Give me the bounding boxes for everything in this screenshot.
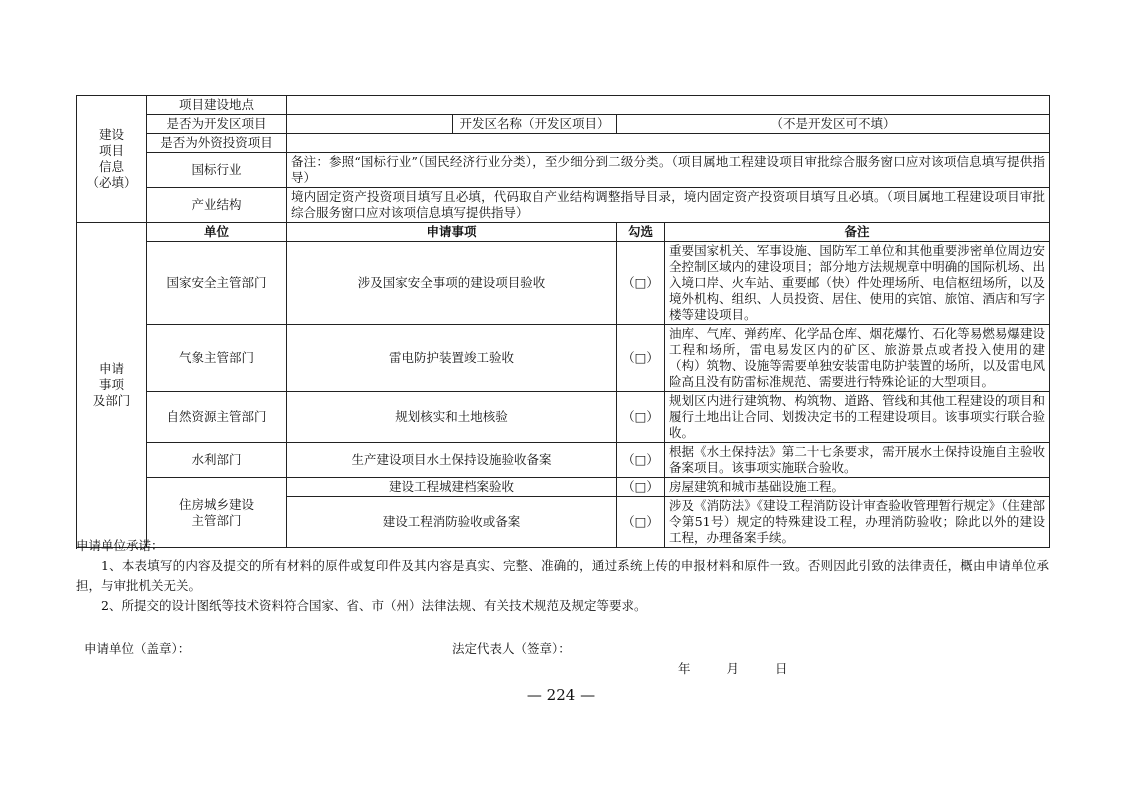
table-row — [77, 392, 1050, 443]
unit-cell: 自然资源主管部门 — [147, 392, 287, 443]
unit-cell: 国家安全主管部门 — [147, 242, 287, 325]
unit-cell: 水利部门 — [147, 443, 287, 478]
structure-label: 产业结构 — [147, 188, 287, 223]
application-form — [76, 95, 1049, 548]
page-number: — 224 — — [526, 686, 596, 704]
foreign-label: 是否为外资投资项目 — [147, 134, 287, 153]
day-label: 日 — [775, 661, 788, 676]
table-row — [77, 443, 1050, 478]
header-check: 勾选 — [617, 223, 665, 242]
foreign-field[interactable] — [287, 134, 1050, 153]
item-cell: 生产建设项目水土保持设施验收备案 — [287, 443, 617, 478]
checkbox-cell[interactable]: （□） — [617, 497, 665, 548]
item-cell: 涉及国家安全事项的建设项目验收 — [287, 242, 617, 325]
item-cell: 雷电防护装置竣工验收 — [287, 325, 617, 392]
industry-note[interactable]: 备注：参照“国标行业”（国民经济行业分类），至少细分到二级分类。（项目属地工程建设项目审批综合服务窗口应对该项信息填写提供指导） — [287, 153, 1050, 188]
remark-cell: 油库、气库、弹药库、化学品仓库、烟花爆竹、石化等易燃易爆建设工程和场所，雷电易发区内的矿区、旅游景点或者投入使用的建（构）筑物、设施等需要单独安装雷电防护装置的场所，以及雷电风险高且没有防雷标准规范、需要进行特殊论证的大型项目。 — [665, 325, 1050, 392]
table-row — [77, 325, 1050, 392]
row-structure — [77, 188, 1050, 223]
pledge-item-1: 1、本表填写的内容及提交的所有材料的原件或复印件及其内容是真实、完整、准确的，通过系统上传的申报材料和原件一致。否则因此引致的法律责任，概由申请单位承担，与审批机关无关。 — [76, 558, 1049, 593]
devzone-label: 是否为开发区项目 — [147, 115, 287, 134]
month-label: 月 — [726, 661, 740, 676]
pledge-item-2: 2、所提交的设计图纸等技术资料符合国家、省、市（州）法律法规、有关技术规范及规定等要求。 — [101, 598, 647, 613]
row-foreign — [77, 134, 1050, 153]
location-field[interactable] — [287, 96, 1050, 115]
checkbox-cell[interactable]: （□） — [617, 392, 665, 443]
structure-note[interactable]: 境内固定资产投资项目填写且必填，代码取自产业结构调整指导目录，境内固定资产投资项目填写且必填。（项目属地工程建设项目审批综合服务窗口应对该项信息填写提供指导） — [287, 188, 1050, 223]
row-location — [77, 96, 1050, 115]
form-table — [76, 95, 1050, 548]
remark-cell: 重要国家机关、军事设施、国防军工单位和其他重要涉密单位周边安全控制区域内的建设项目；部分地方法规规章中明确的国际机场、出入境口岸、火车站、重要邮（快）件处理场所、电信枢纽场所，以及境外机构、组织、人员投资、居住、使用的宾馆、旅馆、酒店和写字楼等建设项目。 — [665, 242, 1050, 325]
table-row — [77, 478, 1050, 497]
table-row — [77, 242, 1050, 325]
row-devzone — [77, 115, 1050, 134]
item-cell: 规划核实和土地核验 — [287, 392, 617, 443]
date-line — [678, 659, 810, 677]
apply-header-row — [77, 223, 1050, 242]
remark-cell: 根据《水土保持法》第二十七条要求，需开展水土保持设施自主验收备案项目。该事项实施联合验收。 — [665, 443, 1050, 478]
header-item: 申请事项 — [287, 223, 617, 242]
header-remark: 备注 — [665, 223, 1050, 242]
pledge-section — [76, 536, 1049, 616]
project-info-section-label: 建设 项目 信息 （必填） — [77, 96, 147, 223]
item-cell: 建设工程消防验收或备案 — [287, 497, 617, 548]
industry-label: 国标行业 — [147, 153, 287, 188]
checkbox-cell[interactable]: （□） — [617, 478, 665, 497]
pledge-title: 申请单位承诺： — [76, 538, 164, 553]
unit-cell: 气象主管部门 — [147, 325, 287, 392]
apply-section-label: 申请 事项 及部门 — [77, 223, 147, 548]
devzone-name-note[interactable]: （不是开发区可不填） — [617, 115, 1050, 134]
remark-cell: 房屋建筑和城市基础设施工程。 — [665, 478, 1050, 497]
item-cell: 建设工程城建档案验收 — [287, 478, 617, 497]
row-industry — [77, 153, 1050, 188]
unit-cell: 住房城乡建设 主管部门 — [147, 478, 287, 548]
legal-rep-signature-label: 法定代表人（签章）： — [452, 641, 571, 656]
header-unit: 单位 — [147, 223, 287, 242]
checkbox-cell[interactable]: （□） — [617, 443, 665, 478]
remark-cell: 涉及《消防法》《建设工程消防设计审查验收管理暂行规定》（住建部令第51号）规定的特殊建设工程，办理消防验收；除此以外的建设工程，办理备案手续。 — [665, 497, 1050, 548]
devzone-name-label: 开发区名称（开发区项目） — [453, 115, 617, 134]
year-label: 年 — [678, 661, 691, 676]
checkbox-cell[interactable]: （□） — [617, 325, 665, 392]
checkbox-cell[interactable]: （□） — [617, 242, 665, 325]
devzone-field[interactable] — [287, 115, 453, 134]
remark-cell: 规划区内进行建筑物、构筑物、道路、管线和其他工程建设的项目和履行土地出让合同、划拨决定书的工程建设项目。该事项实行联合验收。 — [665, 392, 1050, 443]
location-label: 项目建设地点 — [147, 96, 287, 115]
applicant-seal-label: 申请单位（盖章）： — [84, 641, 191, 656]
